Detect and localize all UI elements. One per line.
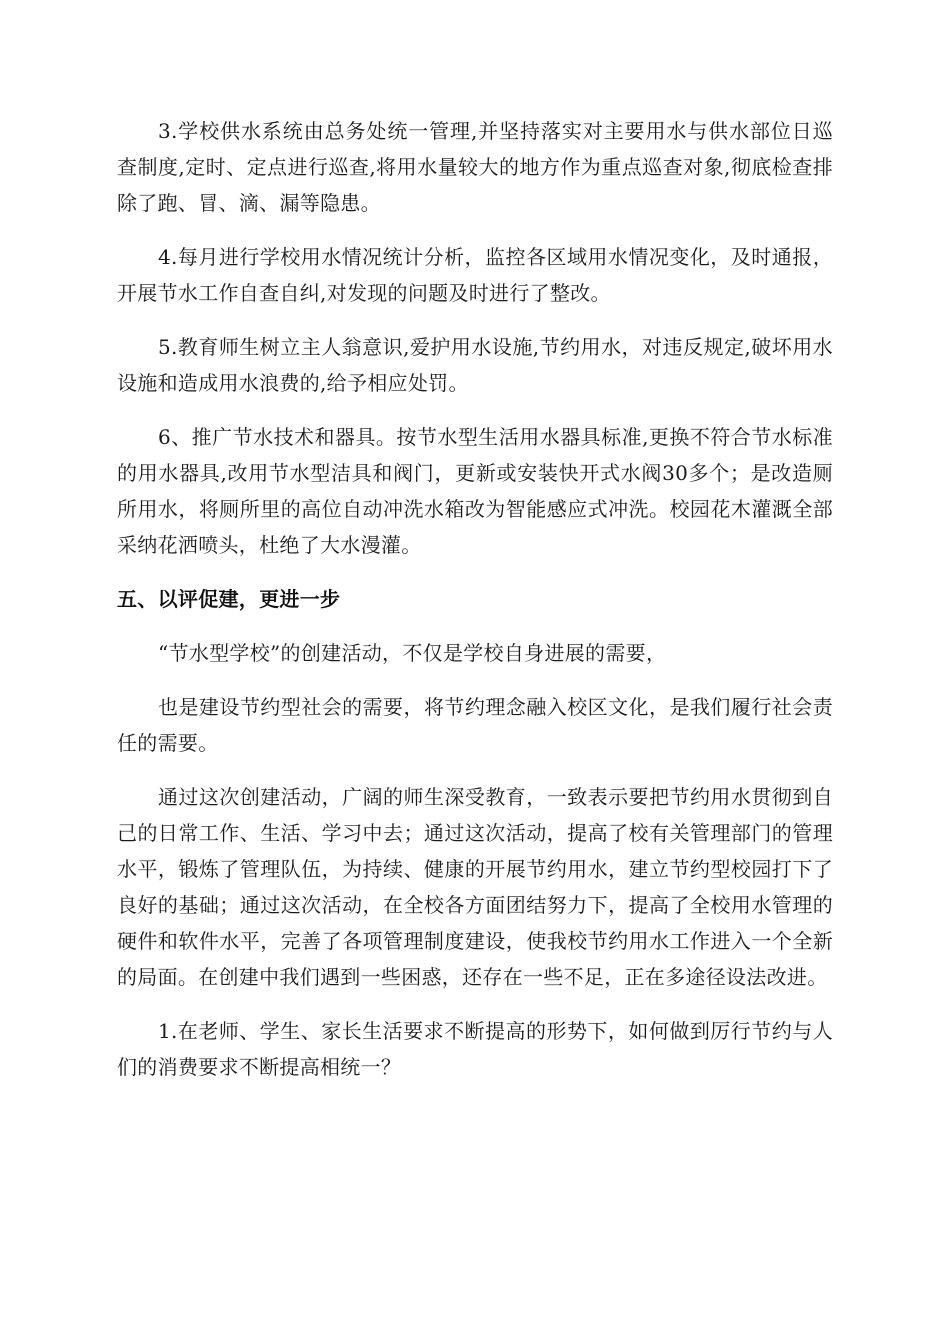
paragraph-item-5: 5.教育师生树立主人翁意识,爱护用水设施,节约用水，对违反规定,破坏用水设施和造成用水浪费的,给予相应处罚。 [117,335,833,395]
paragraph-issue-1: 1.在老师、学生、家长生活要求不断提高的形势下，如何做到厉行节约与人们的消费要求不断提高相统一？ [117,1019,833,1079]
paragraph-intro: “节水型学校”的创建活动，不仅是学校自身进展的需要， [158,641,667,665]
document-body [117,113,833,1103]
paragraph-item-4: 4.每月进行学校用水情况统计分析，监控各区域用水情况变化，及时通报，开展节水工作自查自纠,对发现的问题及时进行了整改。 [117,245,833,305]
paragraph-social-responsibility: 也是建设节约型社会的需要，将节约理念融入校区文化，是我们履行社会责任的需要。 [117,695,833,755]
paragraph-activity-summary: 通过这次创建活动，广阔的师生深受教育，一致表示要把节约用水贯彻到自己的日常工作、生活、学习中去；通过这次活动，提高了校有关管理部门的管理水平，锻炼了管理队伍，为持续、健康的开展节约用水，建立节约型校园打下了良好的基础；通过这次活动，在全校各方面团结努力下，提高了全校用水管理的硬件和软件水平，完善了各项管理制度建设，使我校节约用水工作进入一个全新的局面。在创建中我们遇到一些困惑，还存在一些不足，正在多途径设法改进。 [117,785,833,989]
section-heading: 五、以评促建，更进一步 [117,587,341,611]
paragraph-item-3: 3.学校供水系统由总务处统一管理,并坚持落实对主要用水与供水部位日巡查制度,定时、定点进行巡查,将用水量较大的地方作为重点巡查对象,彻底检查排除了跑、冒、滴、漏等隐患。 [117,119,833,215]
paragraph-item-6: 6、推广节水技术和器具。按节水型生活用水器具标准,更换不符合节水标准的用水器具,改用节水型洁具和阀门，更新或安装快开式水阀30多个；是改造厕所用水，将厕所里的高位自动冲洗水箱改为智能感应式冲洗。校园花木灌溉全部采纳花洒喷头，杜绝了大水漫灌。 [117,425,833,557]
